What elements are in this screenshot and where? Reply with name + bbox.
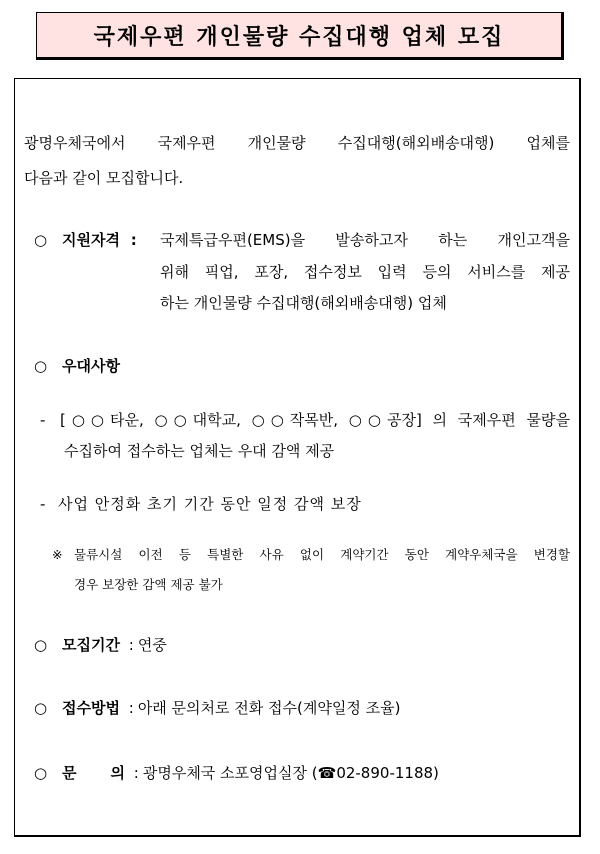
page-title: 국제우편 개인물량 수집대행 업체 모집 bbox=[93, 24, 505, 50]
contact-label-2: 의 bbox=[110, 764, 125, 782]
circle-bullet-icon: ○ bbox=[34, 699, 48, 717]
circle-bullet-icon: ○ bbox=[34, 764, 48, 782]
contact-label-1: 문 bbox=[62, 764, 77, 782]
period-label: 모집기간 bbox=[62, 636, 120, 654]
qualification-heading bbox=[34, 230, 143, 250]
period-value: 연중 bbox=[137, 636, 167, 654]
contact-close-paren: ) bbox=[433, 764, 439, 782]
colon: : bbox=[128, 699, 134, 717]
colon: : bbox=[130, 231, 137, 249]
contact-phone: 02-890-1188 bbox=[336, 764, 434, 782]
circle-bullet-icon: ○ bbox=[34, 357, 48, 375]
benefit-item-2-line-1: 사업 안정화 초기 기간 동안 일정 감액 보장 bbox=[58, 495, 362, 513]
contact-value: 광명우체국 소포영업실장 ( bbox=[142, 764, 318, 782]
qualification-line-1: 국제특급우편(EMS)을 발송하고자 하는 개인고객을 bbox=[160, 231, 570, 249]
benefit-item-1-line-2: 수집하여 접수하는 업체는 우대 감액 제공 bbox=[64, 442, 335, 460]
dash-icon: - bbox=[40, 411, 46, 429]
benefits-label: 우대사항 bbox=[62, 357, 120, 375]
colon: : bbox=[133, 764, 139, 782]
note-line-2: 경우 보장한 감액 제공 불가 bbox=[74, 577, 223, 592]
period-row bbox=[34, 635, 167, 655]
contact-row bbox=[34, 763, 439, 783]
qualification-label: 지원자격 bbox=[62, 231, 120, 249]
intro-line-2: 다음과 같이 모집합니다. bbox=[24, 169, 184, 187]
method-label: 접수방법 bbox=[62, 699, 120, 717]
intro-line-1: 광명우체국에서 국제우편 개인물량 수집대행(해외배송대행) 업체를 bbox=[24, 134, 570, 152]
note-line-1: 물류시설 이전 등 특별한 사유 없이 계약기간 동안 계약우체국을 변경할 bbox=[74, 547, 570, 562]
method-row bbox=[34, 698, 400, 718]
phone-icon: ☎ bbox=[317, 764, 337, 782]
benefit-item-1-line-1: [○○타운, ○○대학교, ○○작목반, ○○공장] 의 국제우편 물량을 bbox=[60, 411, 570, 429]
benefits-heading bbox=[34, 356, 120, 376]
qualification-line-3: 하는 개인물량 수집대행(해외배송대행) 업체 bbox=[160, 294, 447, 312]
circle-bullet-icon: ○ bbox=[34, 636, 48, 654]
qualification-line-2: 위해 픽업, 포장, 접수정보 입력 등의 서비스를 제공 bbox=[160, 263, 570, 281]
circle-bullet-icon: ○ bbox=[34, 231, 48, 249]
method-value: 아래 문의처로 전화 접수(계약일정 조율) bbox=[137, 699, 401, 717]
colon: : bbox=[128, 636, 134, 654]
title-banner bbox=[36, 12, 564, 60]
dash-icon: - bbox=[40, 495, 46, 513]
note-mark-icon: ※ bbox=[52, 547, 63, 562]
